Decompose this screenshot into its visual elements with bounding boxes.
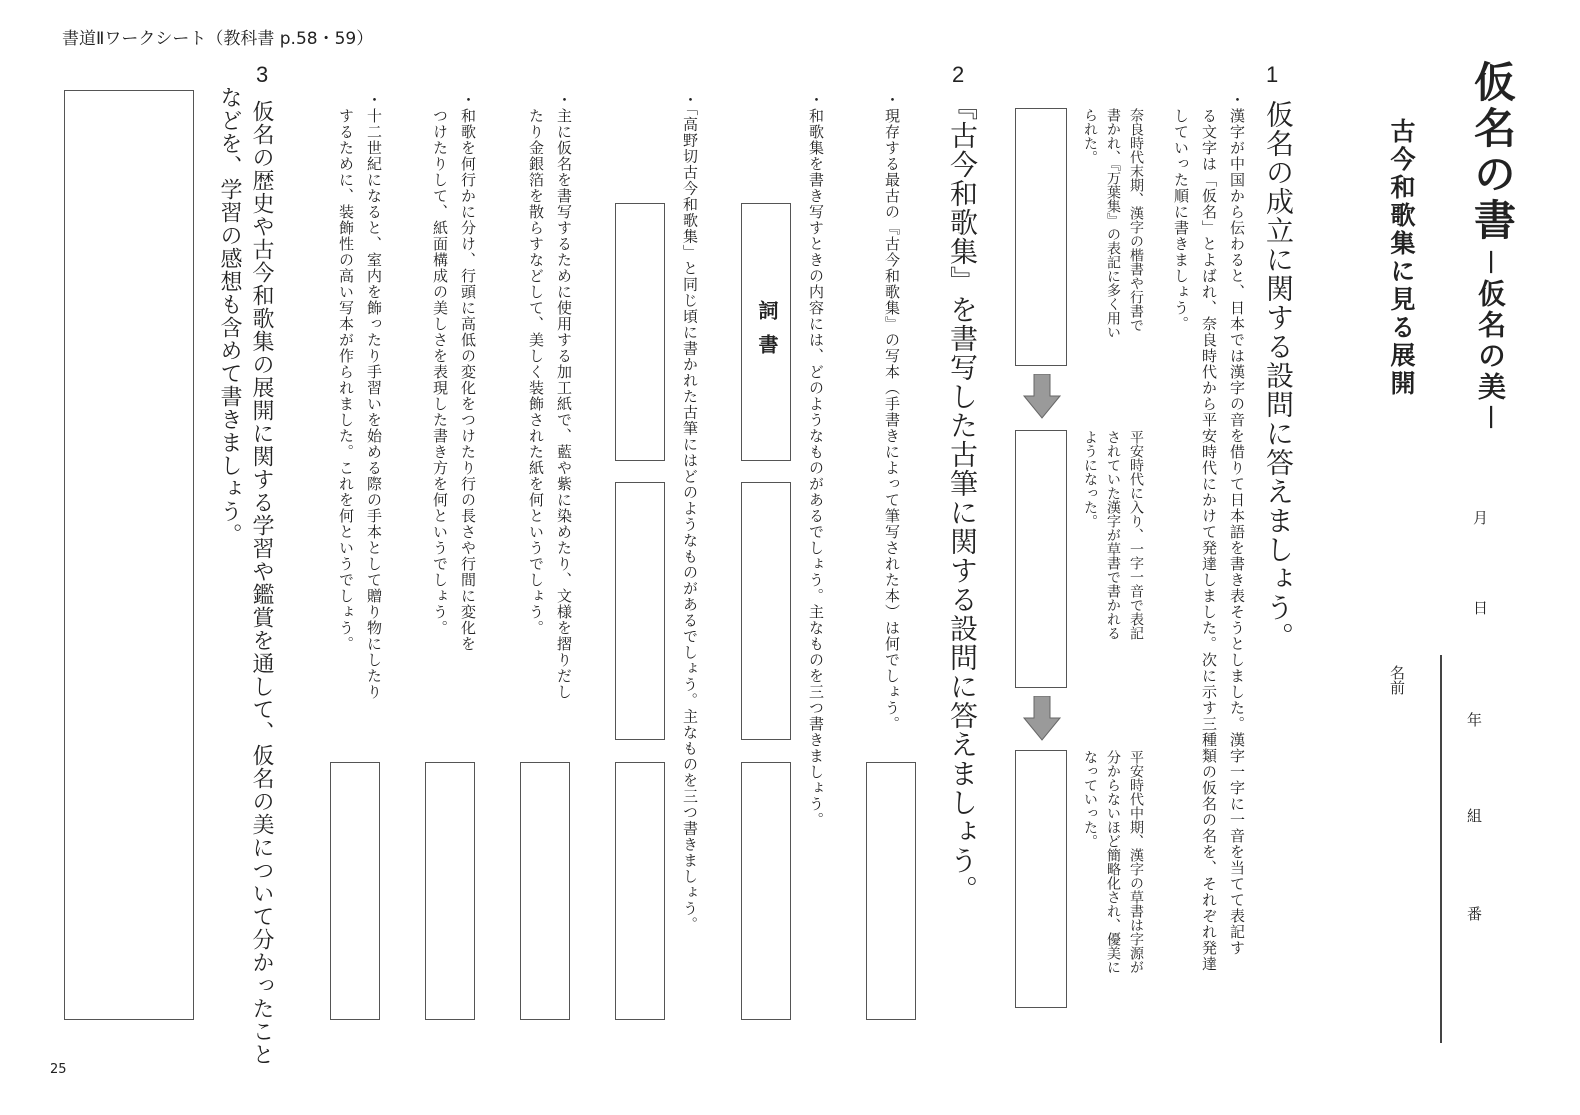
question-2-4-line-2: たり金銀箔を散らすなどして、美しく装飾された紙を何というでしょう。 xyxy=(527,92,545,636)
section-1-text-line-2: る文字は「仮名」とよばれ、奈良時代から平安時代にかけて発達しました。次に示す三種類の仮名の名を、それぞれ発達 xyxy=(1200,92,1218,972)
note-1-line-2: 書かれ、『万葉集』の表記に多く用い xyxy=(1105,108,1121,339)
section-1-text-line-3: していった順に書きましょう。 xyxy=(1172,92,1190,332)
section-heading: 古今和歌集に見る展開 xyxy=(1387,118,1416,398)
worksheet-header: 書道Ⅱワークシート（教科書 p.58・59） xyxy=(62,29,374,49)
question-2-6-line-2: するために、装飾性の高い写本が作られました。これを何というでしょう。 xyxy=(337,92,355,652)
day-label: 日 xyxy=(1471,600,1489,615)
answer-box-kana-1[interactable] xyxy=(1015,108,1067,366)
answer-box-kohitsu-1[interactable] xyxy=(615,203,665,461)
question-2-2: ・和歌集を書き写すときの内容には、どのようなものがあるでしょう。主なものを三つ書きましょう。 xyxy=(807,92,825,828)
note-3-line-1: 平安時代中期、漢字の草書は字源が xyxy=(1128,750,1144,974)
question-2-5-line-1: ・和歌を何行かに分け、行頭に高低の変化をつけたり行の長さや行間に変化を xyxy=(459,92,477,652)
note-3-line-3: なっていった。 xyxy=(1082,750,1098,848)
section-3-text-line-1: 仮名の歴史や古今和歌集の展開に関する学習や鑑賞を通して、仮名の美について分かったこと xyxy=(249,100,274,1066)
down-arrow-icon xyxy=(1022,696,1062,742)
answer-box-content-2[interactable] xyxy=(741,482,791,740)
main-title: 仮名の書 xyxy=(1468,60,1517,244)
subtitle: －仮名の美－ xyxy=(1474,248,1507,435)
answer-box-content-3[interactable] xyxy=(741,762,791,1020)
answer-box-kana-3[interactable] xyxy=(1015,750,1067,1008)
section-1-text-line-1: ・漢字が中国から伝わると、日本では漢字の音を借りて日本語を書き表そうとしました。漢字一字に一音を当てて表記す xyxy=(1228,92,1246,956)
reflection-answer-box[interactable] xyxy=(64,90,194,1020)
answer-box-chirashigaki[interactable] xyxy=(425,762,475,1020)
name-label: 名前 xyxy=(1388,665,1406,695)
example-answer: 詞書 xyxy=(755,300,779,368)
down-arrow-icon xyxy=(1022,374,1062,420)
note-2-line-1: 平安時代に入り、一字一音で表記 xyxy=(1128,430,1144,640)
answer-box-ryoushi[interactable] xyxy=(520,762,570,1020)
section-3-text-line-2: などを、学習の感想も含めて書きましょう。 xyxy=(217,86,242,546)
section-number-3: 3 xyxy=(256,62,269,87)
question-2-6-line-1: ・十二世紀になると、室内を飾ったり手習いを始める際の手本として贈り物にしたり xyxy=(365,92,383,700)
number-label: 番 xyxy=(1465,906,1483,921)
question-2-1: ・現存する最古の『古今和歌集』の写本（手書きによって筆写された本）は何でしょう。 xyxy=(883,92,901,732)
note-1-line-1: 奈良時代末期、漢字の楷書や行書で xyxy=(1128,108,1144,332)
question-2-5-line-2: つけたりして、紙面構成の美しさを表現した書き方を何というでしょう。 xyxy=(431,92,449,636)
answer-box-kohitsu-2[interactable] xyxy=(615,482,665,740)
question-2-3: ・「高野切古今和歌集」と同じ頃に書かれた古筆にはどのようなものがあるでしょう。主なものを三つ書きましょう。 xyxy=(681,92,699,933)
question-2-4-line-1: ・主に仮名を書写するために使用する加工紙で、藍や紫に染めたり、文様を摺りだし xyxy=(555,92,573,700)
section-number-1: 1 xyxy=(1266,62,1279,87)
month-label: 月 xyxy=(1471,510,1489,525)
year-label: 年 xyxy=(1465,712,1483,727)
note-3-line-2: 分からないほど簡略化され、優美に xyxy=(1105,750,1121,974)
section-2-heading: 『古今和歌集』を書写した古筆に関する設問に答えましょう。 xyxy=(946,92,979,904)
answer-box-oldest-manuscript[interactable] xyxy=(866,762,916,1020)
answer-box-kana-2[interactable] xyxy=(1015,430,1067,688)
section-1-heading: 仮名の成立に関する設問に答えましょう。 xyxy=(1262,100,1295,651)
note-2-line-2: されていた漢字が草書で書かれる xyxy=(1105,430,1121,640)
note-1-line-3: られた。 xyxy=(1082,108,1098,164)
answer-box-shahon[interactable] xyxy=(330,762,380,1020)
name-divider xyxy=(1440,655,1442,1043)
answer-box-kohitsu-3[interactable] xyxy=(615,762,665,1020)
page-number: 25 xyxy=(50,1062,67,1077)
class-label: 組 xyxy=(1465,808,1483,823)
section-number-2: 2 xyxy=(952,62,965,87)
note-2-line-3: ようになった。 xyxy=(1082,430,1098,528)
